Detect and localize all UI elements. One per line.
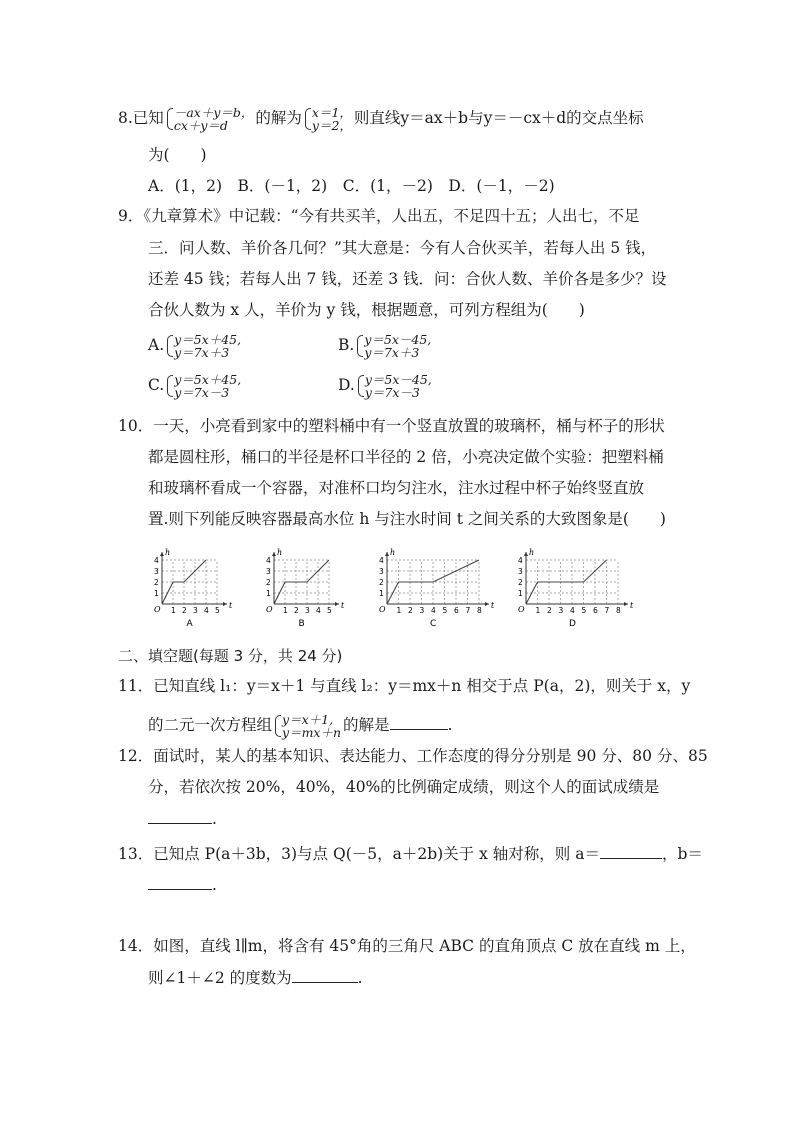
q13-answer-a-blank[interactable] <box>600 844 662 859</box>
x-tick-label: 5 <box>581 606 587 615</box>
q13-line2: . <box>148 874 217 896</box>
y-axis-arrow <box>385 552 389 556</box>
x-tick-label: 3 <box>193 606 198 615</box>
y-tick-label: 2 <box>379 578 384 587</box>
x-tick-label: 1 <box>283 606 288 615</box>
x-tick-label: 4 <box>431 606 436 615</box>
x-tick-label: 4 <box>204 606 209 615</box>
section-fill-in-title: 二、填空题(每题 3 分，共 24 分) <box>118 647 343 665</box>
axis-label-t: t <box>630 601 634 610</box>
q10-line4: 置.则下列能反映容器最高水位 h 与注水时间 t 之间关系的大致图象是( ) <box>148 510 666 528</box>
y-tick-label: 3 <box>266 567 271 576</box>
q14-line2: 则∠1＋∠2 的度数为 . <box>148 969 363 987</box>
y-axis-arrow <box>160 552 164 556</box>
y-tick-label: 1 <box>518 589 523 598</box>
x-tick-label: 1 <box>535 606 541 615</box>
axis-label-h: h <box>165 548 171 557</box>
x-tick-label: 6 <box>454 606 459 615</box>
y-tick-label: 4 <box>154 556 159 565</box>
y-axis-arrow <box>272 552 276 556</box>
q10-graph-d <box>514 542 644 632</box>
q9-line1: 9．《九章算术》中记载：“今有共买羊，人出五，不足四十五；人出七，不足 <box>118 207 640 225</box>
axis-label-t: t <box>491 601 495 610</box>
q8-number: 8. <box>118 109 133 127</box>
q10-graph-b <box>262 542 392 632</box>
y-tick-label: 3 <box>154 567 159 576</box>
q12-answer-blank[interactable] <box>148 809 212 824</box>
q8-line1: 8.已知 －ax＋y＝b， cx＋y＝d 的解为 x＝1， y＝2， 则直线y＝ax＋b与y＝－cx＋d的交点坐标 <box>118 105 644 133</box>
q9-option-d: D. y＝5x－45, y＝7x－3 <box>338 372 432 400</box>
axis-label-t: t <box>229 601 233 610</box>
x-tick-label: 4 <box>570 606 575 615</box>
graph-caption: C <box>430 619 437 629</box>
q10-line2: 都是圆柱形，桶口的半径是杯口半径的 2 倍，小亮决定做个实验：把塑料桶 <box>148 448 664 466</box>
x-tick-label: 3 <box>558 606 564 615</box>
y-tick-label: 1 <box>154 589 159 598</box>
q8-system-2: x＝1， y＝2， <box>304 106 352 132</box>
axis-label-h: h <box>529 548 535 557</box>
q9-option-a: A. y＝5x＋45, y＝7x＋3 <box>148 332 242 360</box>
q13-line1: 13．已知点 P(a＋3b，3)与点 Q(－5，a＋2b)关于 x 轴对称，则 a＝ ，b＝ <box>118 845 703 863</box>
x-tick-label: 2 <box>182 606 187 615</box>
origin-label: O <box>379 605 386 614</box>
origin-label: O <box>518 605 525 614</box>
q11-answer-blank[interactable] <box>390 715 448 730</box>
q9-line4: 合伙人数为 x 人，羊价为 y 钱，根据题意，可列方程组为( ) <box>148 301 585 319</box>
y-tick-label: 4 <box>266 556 271 565</box>
q11-line2: 的二元一次方程组 y＝x＋1, y＝mx＋n 的解是 . <box>148 712 453 740</box>
q9-line3: 还差 45 钱；若每人出 7 钱，还差 3 钱．问：合伙人数、羊价各是多少？设 <box>148 270 667 288</box>
x-tick-label: 7 <box>465 606 471 615</box>
axis-label-h: h <box>390 548 396 557</box>
graph-caption: A <box>186 619 193 629</box>
q8-system-1: －ax＋y＝b， cx＋y＝d <box>166 106 254 132</box>
x-tick-label: 2 <box>547 606 552 615</box>
y-tick-label: 2 <box>266 578 271 587</box>
y-axis-arrow <box>524 552 528 556</box>
q9-option-b: B. y＝5x－45, y＝7x＋3 <box>338 332 432 360</box>
q10-graph-c <box>375 542 505 632</box>
x-tick-label: 2 <box>294 606 299 615</box>
q8-line2: 为( ) <box>148 146 207 164</box>
q14-answer-blank[interactable] <box>292 968 358 983</box>
origin-label: O <box>154 605 161 614</box>
q10-line3: 和玻璃杯看成一个容器，对准杯口均匀注水，注水过程中杯子始终竖直放 <box>148 479 645 497</box>
x-axis-arrow <box>485 602 489 606</box>
x-axis-arrow <box>335 602 339 606</box>
y-tick-label: 3 <box>379 567 384 576</box>
origin-label: O <box>266 605 273 614</box>
y-tick-label: 4 <box>379 556 384 565</box>
q12-line2: 分，若依次按 20%，40%，40%的比例确定成绩，则这个人的面试成绩是 <box>148 778 660 796</box>
x-tick-label: 5 <box>327 606 332 615</box>
y-tick-label: 3 <box>518 567 523 576</box>
x-tick-label: 4 <box>316 606 321 615</box>
x-tick-label: 3 <box>419 606 425 615</box>
q11-system: y＝x＋1, y＝mx＋n <box>274 713 341 739</box>
q11-line1: 11．已知直线 l₁：y＝x＋1 与直线 l₂：y＝mx＋n 相交于点 P(a，2)，则关于 x，y <box>118 677 691 695</box>
graph-caption: D <box>569 619 576 629</box>
x-tick-label: 5 <box>215 606 220 615</box>
x-tick-label: 1 <box>171 606 176 615</box>
x-tick-label: 3 <box>305 606 310 615</box>
q9-line2: 三．问人数、羊价各几何？”其大意是：今有人合伙买羊，若每人出 5 钱， <box>148 239 657 257</box>
q13-answer-b-blank[interactable] <box>148 875 212 890</box>
x-tick-label: 7 <box>604 606 610 615</box>
q8-options: A．(1，2) B．(－1，2) C．(1，－2) D．(－1，－2) <box>148 177 555 195</box>
y-tick-label: 2 <box>154 578 159 587</box>
q14-line1: 14．如图，直线 l∥m，将含有 45°角的三角尺 ABC 的直角顶点 C 放在直线 m 上， <box>118 937 696 955</box>
y-tick-label: 1 <box>379 589 384 598</box>
axis-label-h: h <box>277 548 283 557</box>
x-axis-arrow <box>223 602 227 606</box>
y-tick-label: 1 <box>266 589 271 598</box>
y-tick-label: 4 <box>518 556 523 565</box>
q12-line1: 12．面试时，某人的基本知识、表达能力、工作态度的得分分别是 90 分、80 分、85 <box>118 747 708 765</box>
graph-caption: B <box>298 619 305 629</box>
q9-option-c: C. y＝5x＋45, y＝7x－3 <box>148 372 242 400</box>
x-tick-label: 8 <box>477 606 482 615</box>
axis-label-t: t <box>341 601 345 610</box>
x-tick-label: 2 <box>408 606 413 615</box>
x-tick-label: 1 <box>396 606 402 615</box>
q12-line3: . <box>148 808 217 830</box>
q10-line1: 10．一天，小亮看到家中的塑料桶中有一个竖直放置的玻璃杯，桶与杯子的形状 <box>118 417 665 435</box>
y-tick-label: 2 <box>518 578 523 587</box>
x-tick-label: 5 <box>442 606 448 615</box>
x-tick-label: 6 <box>593 606 598 615</box>
q10-graph-a <box>150 542 283 632</box>
x-axis-arrow <box>624 602 628 606</box>
x-tick-label: 8 <box>616 606 621 615</box>
